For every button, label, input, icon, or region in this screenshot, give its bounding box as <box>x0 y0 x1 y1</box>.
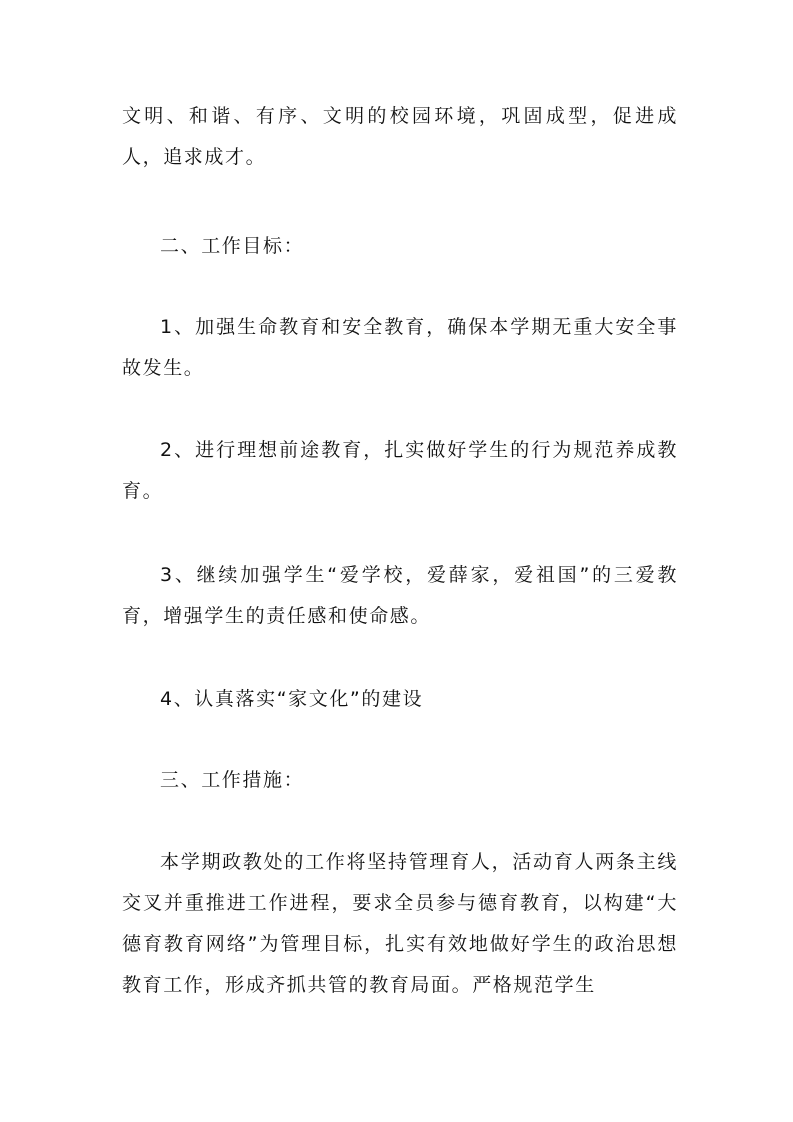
section-heading-measures: 三、工作措施： <box>160 769 305 791</box>
goal-item-4: 4、认真落实“家文化”的建设 <box>160 688 424 710</box>
section-heading-goals: 二、工作目标： <box>160 235 305 257</box>
goal-item-2: 2、进行理想前途教育，扎实做好学生的行为规范养成教育。 <box>122 439 678 502</box>
measures-paragraph: 本学期政教处的工作将坚持管理育人，活动育人两条主线交叉并重推进工作进程，要求全员参与德育教育，以构建“大德育教育网络”为管理目标，扎实有效地做好学生的政治思想教育工作，形成齐抓共管的教育局面。严格规范学生 <box>122 851 678 996</box>
goal-item-1: 1、加强生命教育和安全教育，确保本学期无重大安全事故发生。 <box>122 316 678 379</box>
goal-item-3: 3、继续加强学生“爱学校，爱薛家，爱祖国”的三爱教育，增强学生的责任感和使命感。 <box>122 564 678 627</box>
paragraph-continuation: 文明、和谐、有序、文明的校园环境，巩固成型，促进成人，追求成才。 <box>122 105 678 168</box>
